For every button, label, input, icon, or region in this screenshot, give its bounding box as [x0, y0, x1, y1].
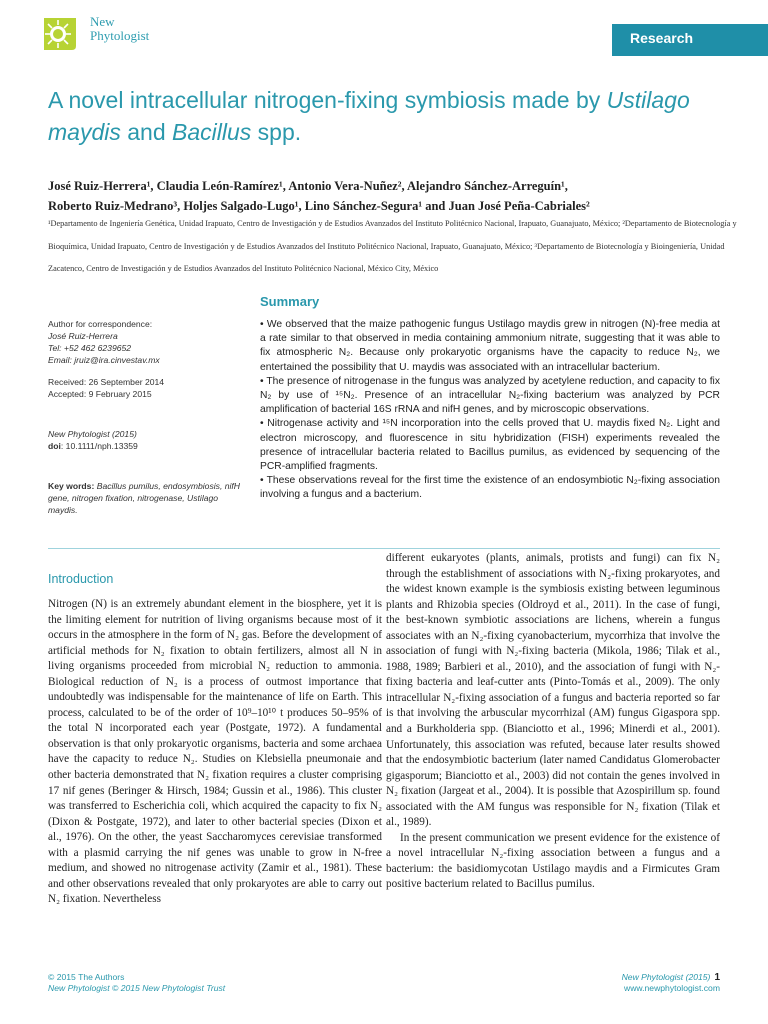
summary-bullet-2: • The presence of nitrogenase in the fungus was analyzed by acetylene reduction, and capacity to fix N₂ by use of ¹⁵N₂. Presence of an intracellular N₂-fixing bacterium was analyzed by PCR amplification of bacterial 16S rRNA and nifH genes, and by microscopic observations.: [260, 375, 720, 416]
doi-value[interactable]: : 10.1111/nph.13359: [60, 441, 138, 451]
author-list: [48, 176, 738, 216]
summary-bullet-4: • These observations reveal for the first time the existence of an endosymbiotic N₂-fixing association involving a fungus and a bacterium.: [260, 475, 720, 501]
authors-line-2: Roberto Ruiz-Medrano³, Holjes Salgado-Lugo¹, Lino Sánchez-Segura¹ and Juan José Peña-Cabriales²: [48, 199, 590, 213]
section-tab: Research: [612, 24, 768, 56]
journal-name: [90, 15, 149, 43]
footer-journal: [622, 972, 720, 994]
title-part-1: A novel intracellular nitrogen-fixing symbiosis made by: [48, 87, 607, 113]
copyright-line-2: New Phytologist © 2015 New Phytologist Trust: [48, 983, 226, 993]
citation: New Phytologist (2015): [48, 429, 137, 439]
keywords-block: [48, 480, 248, 516]
intro-col2-para2: In the present communication we present evidence for the existence of a novel intracellular N₂-fixing association between a fungus and a bacterium: the basidiomycotan Ustilago maydis and a Firmicutes Gram positive bacterium related to Bacillus pumilus.: [386, 831, 720, 891]
title-part-5: spp.: [251, 119, 302, 145]
intro-col2-para1: different eukaryotes (plants, animals, protists and fungi) can fix N₂ through the establishment of associations with N₂-fixing prokaryotes, and the widest known example is the symbiosis existing between leguminous plants and Rhizobia species (Oldroyd et al., 2011). In the case of fungi, the best-known symbiotic associations are lichens, wherein a fungus associates with an N₂-fixing cyanobacterium, mycorrhiza that involve the association of fungi with N₂-fixing bacteria (Mikola, 1986; Tilak et al., 1988, 1989; Barbieri et al., 2010), and the association of fungi with N₂-fixing bacteria and leaf-cutter ants (Pinto-Tomás et al., 2009). The only intracellular N₂-fixing association of a fungus and bacteria reported so far is that involving the arbuscular mycorrhizal (AM) fungus Gigaspora spp. and a Burkholderia spp. (Bianciotto et al., 1996; Minerdi et al., 2001). Unfortunately, this association was refuted, because later results showed that the endosymbiotic bacterium (later named Candidatus Glomerobacter gigasporum; Bianciotto et al., 2003) did not contain the genes involved in N₂ fixation (Jargeat et al., 2004). It is possible that Azospirillum sp. found associated with the AM fungus was responsible for N₂ fixation (Tilak et al., 1989).: [386, 552, 720, 829]
keywords: Bacillus pumilus, endosymbiosis, nifH gene, nitrogen fixation, nitrogenase, Ustilago maydis.: [48, 481, 241, 515]
journal-logo: [40, 14, 200, 54]
doi-label: doi: [48, 441, 61, 451]
corr-name: José Ruiz-Herrera: [48, 331, 118, 341]
title-part-3: and: [120, 119, 173, 145]
page-number: 1: [714, 972, 720, 983]
citation-block: [48, 428, 248, 452]
summary-bullet-1: • We observed that the maize pathogenic fungus Ustilago maydis grew in nitrogen (N)-free media at a rate similar to that observed in media containing ammonium nitrate, suggesting that it was able to fix atmospheric N₂. Because only prokaryotic organisms have the capacity to reduce N₂, we entertained the possibility that U. maydis was associated with an intracellular bacterium.: [260, 319, 720, 373]
intro-col1-text: Nitrogen (N) is an extremely abundant element in the biosphere, yet it is the limiting element for nutrition of living organisms because most of it occurs in the atmosphere in the form of N₂ gas. Before the development of artificial methods for N₂ fixation to obtain fertilizers, almost all N in living organisms proceeded from microbial N₂ reduction to ammonia. Biological reduction of N₂ is a process of outmost importance that undoubtedly was indispensable for the maintenance of life on Earth. This process, calculated to be of the order of 10⁹–10¹⁰ t produces 50–95% of the total N incorporated each year (Postgate, 1972). A fundamental observation is that only prokaryotic organisms, bacteria and some archaea have the capacity to reduce N₂. Studies on Klebsiella pneumonaie and other bacteria demonstrated that N₂ fixation requires a cluster comprising 17 nif genes (Beringer & Hirsch, 1984; Gussin et al., 1986). This cluster was transferred to Escherichia coli, which acquired the capacity to fix N₂ (Dixon & Postgate, 1972), and later to other bacterial species (Dixon et al., 1976). On the other, the yeast Saccharomyces cerevisiae transformed with a plasmid carrying the nif genes was unable to grow in N-free medium, and showed no nitrogenase activity (Zamir et al., 1981). These and other observations revealed that only prokaryotes are able to carry out N₂ fixation. Nevertheless: [48, 598, 382, 906]
corr-label: Author for correspondence:: [48, 319, 153, 329]
title-part-4: Bacillus: [172, 119, 252, 145]
correspondence-block: [48, 318, 248, 366]
divider: [48, 548, 720, 549]
footer-url[interactable]: www.newphytologist.com: [623, 983, 720, 993]
intro-heading: Introduction: [48, 572, 114, 586]
keywords-label: Key words:: [48, 481, 95, 491]
corr-email[interactable]: Email: jruiz@ira.cinvestav.mx: [48, 355, 160, 365]
accepted-date: Accepted: 9 February 2015: [48, 389, 152, 399]
copyright-line-1: © 2015 The Authors: [48, 972, 125, 982]
authors-line-1: José Ruiz-Herrera¹, Claudia León-Ramírez¹, Antonio Vera-Nuñez², Alejandro Sánchez-Arreguín¹,: [48, 179, 568, 193]
intro-column-2: [386, 551, 720, 893]
title-part-2: Ustilago maydis: [48, 87, 690, 145]
sun-logo-icon: [40, 16, 80, 52]
journal-name-line1: New: [90, 14, 115, 29]
received-date: Received: 26 September 2014: [48, 377, 165, 387]
summary-body: [260, 318, 720, 503]
intro-column-1: [48, 597, 382, 908]
dates-block: [48, 376, 248, 400]
summary-heading: Summary: [260, 294, 320, 309]
article-title: [48, 84, 728, 148]
corr-tel: Tel: +52 462 6239652: [48, 343, 132, 353]
summary-bullet-3: • Nitrogenase activity and ¹⁵N incorporation into the cells proved that U. maydis fixed N₂. Light and electron microscopy, and fluorescence in situ hybridization (FISH) experiments revealed the presence of intracellular bacteria related to Bacillus pumilus, as evidenced by sequencing of the PCR-amplified fragments.: [260, 418, 720, 473]
affiliations: ¹Departamento de Ingeniería Genética, Unidad Irapuato, Centro de Investigación y de Estudios Avanzados del Instituto Politécnico Nacional, Irapuato, Guanajuato, México; ²Departamento de Biotecnología y Bioquímica, Unidad Irapuato, Centro de Investigación y de Estudios Avanzados del Instituto Politécnico Nacional, Irapuato, Guanajuato, México; ³Departamento de Biotecnología y Bioingeniería, Unidad Zacatenco, Centro de Investigación y de Estudios Avanzados del Instituto Politécnico Nacional, México City, México: [48, 219, 737, 273]
footer-copyright: [48, 972, 225, 994]
journal-name-line2: Phytologist: [90, 28, 150, 43]
footer-journal-year: New Phytologist (2015): [621, 972, 711, 982]
